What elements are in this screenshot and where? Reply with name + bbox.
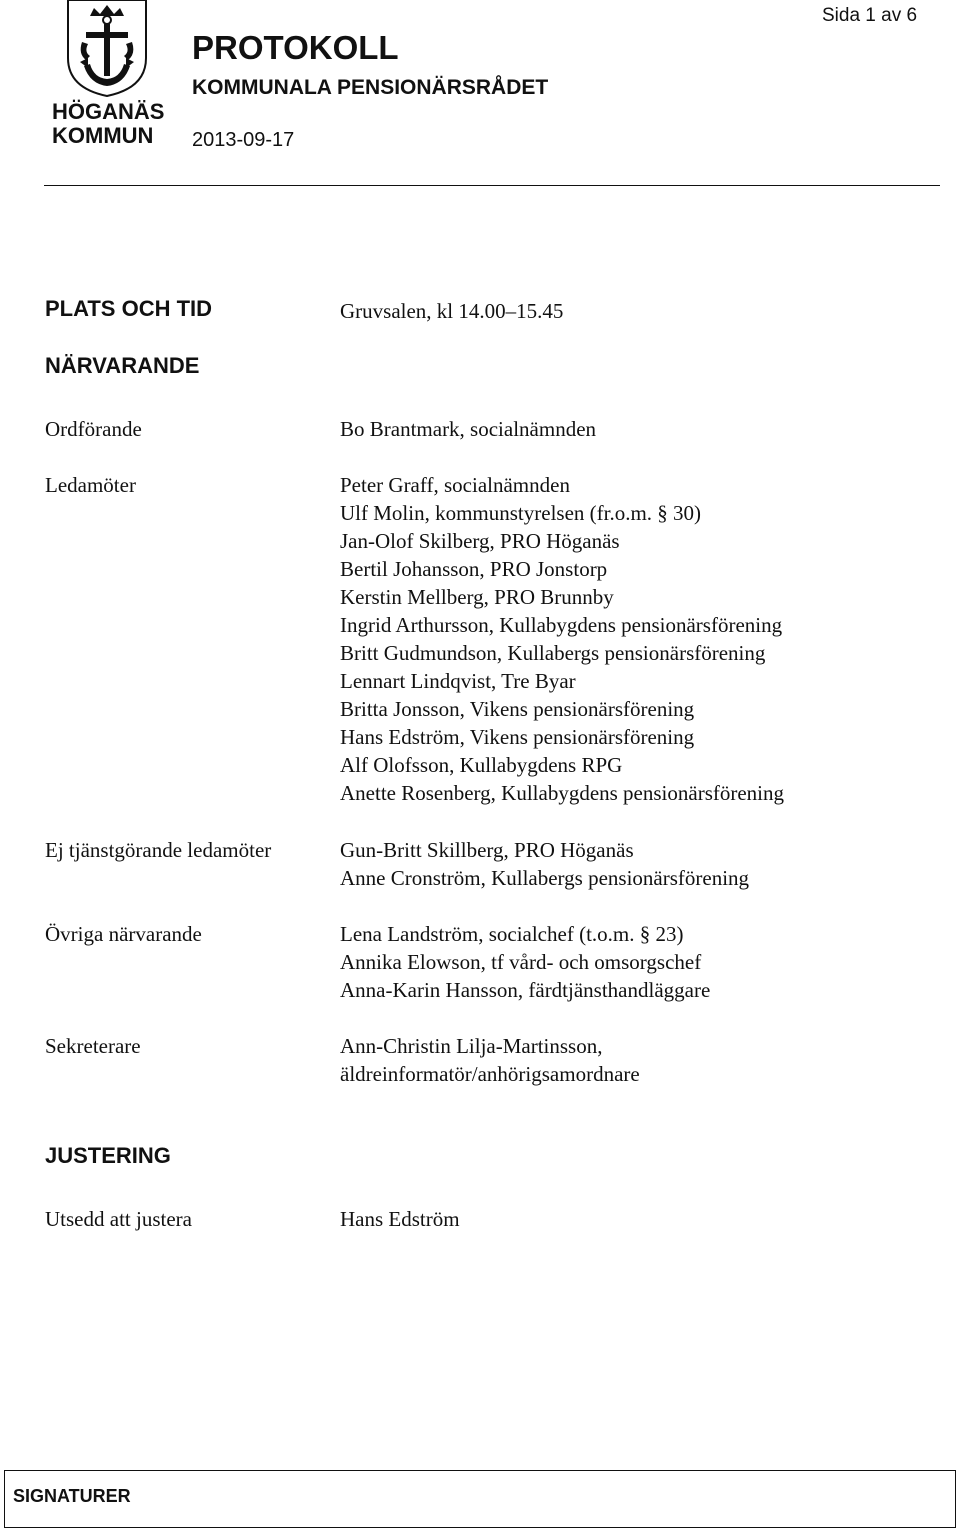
sekreterare-list — [340, 1032, 640, 1088]
ordforande-list — [340, 415, 596, 443]
ledamoter-label: Ledamöter — [45, 473, 136, 497]
signature-box — [4, 1470, 956, 1528]
list-item: Anette Rosenberg, Kullabygdens pensionärsförening — [340, 781, 785, 805]
ej-tjanstgorande-label: Ej tjänstgörande ledamöter — [45, 838, 272, 862]
list-item: Bo Brantmark, socialnämnden — [340, 417, 597, 441]
list-item: Ann-Christin Lilja-Martinsson, — [340, 1034, 603, 1058]
signature-label: SIGNATURER — [13, 1486, 131, 1506]
list-item: Lena Landström, socialchef (t.o.m. § 23) — [340, 922, 684, 946]
logo-text-line2: KOMMUN — [52, 123, 154, 148]
document-title: PROTOKOLL — [192, 29, 399, 66]
list-item: Britt Gudmundson, Kullabergs pensionärsförening — [340, 641, 766, 665]
list-item: Anna-Karin Hansson, färdtjänsthandläggare — [340, 978, 711, 1002]
ordforande-label: Ordförande — [45, 417, 142, 441]
list-item: Ingrid Arthursson, Kullabygdens pensionärsförening — [340, 613, 783, 637]
list-item: Britta Jonsson, Vikens pensionärsförening — [340, 697, 695, 721]
plats-heading: PLATS OCH TID — [45, 296, 213, 321]
list-item: äldreinformatör/anhörigsamordnare — [340, 1062, 640, 1086]
list-item: Jan-Olof Skilberg, PRO Höganäs — [340, 529, 620, 553]
plats-value: Gruvsalen, kl 14.00–15.45 — [340, 299, 564, 323]
ej-tjanstgorande-list — [340, 836, 749, 892]
ovriga-label: Övriga närvarande — [45, 922, 202, 946]
list-item: Gun-Britt Skillberg, PRO Höganäs — [340, 838, 634, 862]
sekreterare-label: Sekreterare — [45, 1034, 141, 1058]
page-indicator: Sida 1 av 6 — [822, 5, 918, 26]
logo-text — [52, 100, 164, 148]
ledamoter-list — [340, 471, 784, 807]
list-item: Hans Edström, Vikens pensionärsförening — [340, 725, 695, 749]
list-item: Kerstin Mellberg, PRO Brunnby — [340, 585, 614, 609]
document-date: 2013-09-17 — [192, 129, 295, 151]
justering-label: Utsedd att justera — [45, 1207, 192, 1231]
document-subtitle: KOMMUNALA PENSIONÄRSRÅDET — [192, 76, 549, 99]
header-divider — [44, 185, 940, 186]
justering-heading: JUSTERING — [45, 1143, 171, 1168]
narvarande-heading: NÄRVARANDE — [45, 353, 200, 378]
list-item: Peter Graff, socialnämnden — [340, 473, 570, 497]
list-item: Ulf Molin, kommunstyrelsen (fr.o.m. § 30) — [340, 501, 702, 525]
justering-value: Hans Edström — [340, 1207, 460, 1231]
list-item: Lennart Lindqvist, Tre Byar — [340, 669, 576, 693]
list-item: Annika Elowson, tf vård- och omsorgschef — [340, 950, 702, 974]
list-item: Anne Cronström, Kullabergs pensionärsförening — [340, 866, 750, 890]
list-item: Bertil Johansson, PRO Jonstorp — [340, 557, 608, 581]
logo-text-line1: HÖGANÄS — [52, 99, 165, 124]
list-item: Alf Olofsson, Kullabygdens RPG — [340, 753, 623, 777]
ovriga-list — [340, 920, 710, 1004]
